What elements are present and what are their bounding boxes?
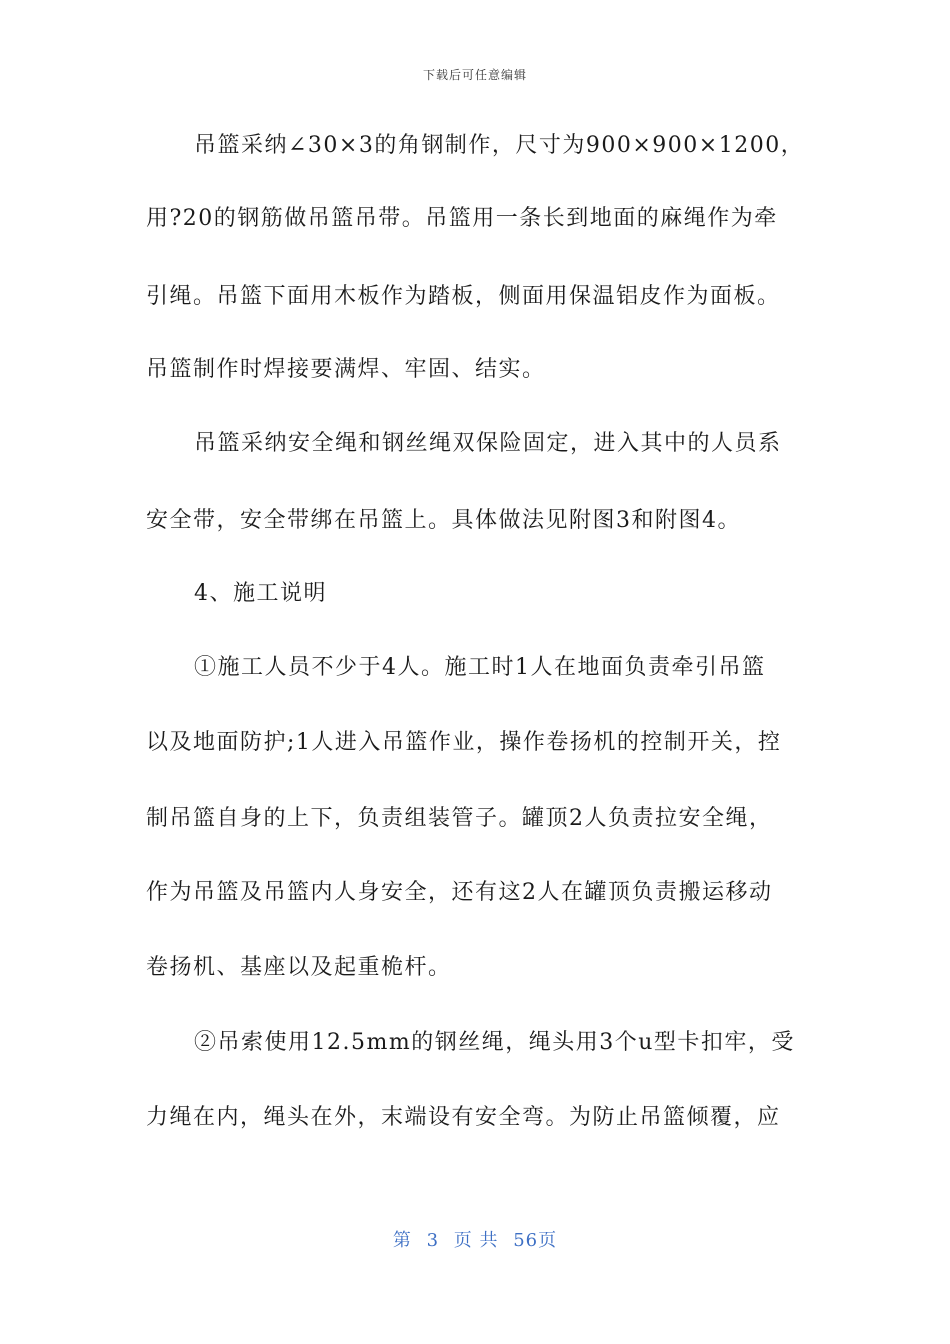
text-line: 以及地面防护;1人进入吊篮作业，操作卷扬机的控制开关，控 — [146, 730, 782, 755]
page-label-prefix: 第 — [392, 1230, 412, 1251]
current-page-number: 3 — [426, 1230, 440, 1251]
page-label-mid: 页 共 — [453, 1230, 499, 1251]
text-line: 作为吊篮及吊篮内人身安全，还有这2人在罐顶负责搬运移动 — [146, 880, 773, 905]
text-line: 吊篮采纳安全绳和钢丝绳双保险固定，进入其中的人员系 — [194, 431, 782, 456]
text-line: 卷扬机、基座以及起重桅杆。 — [146, 955, 452, 980]
text-line: 吊篮采纳∠30×3的角钢制作，尺寸为900×900×1200， — [194, 133, 805, 158]
text-line: 引绳。吊篮下面用木板作为踏板，侧面用保温铝皮作为面板。 — [146, 284, 781, 309]
text-line: 力绳在内，绳头在外，末端设有安全弯。为防止吊篮倾覆，应 — [146, 1105, 781, 1130]
total-pages: 56页 — [513, 1230, 558, 1251]
page-number-footer — [0, 1226, 950, 1252]
text-line: 安全带，安全带绑在吊篮上。具体做法见附图3和附图4。 — [146, 508, 741, 533]
text-line: 吊篮制作时焊接要满焊、牢固、结实。 — [146, 357, 546, 382]
text-line: 制吊篮自身的上下，负责组装管子。罐顶2人负责拉安全绳， — [146, 806, 773, 831]
text-line: ②吊索使用12.5mm的钢丝绳，绳头用3个u型卡扣牢，受 — [194, 1030, 795, 1055]
section-heading: 4、施工说明 — [194, 581, 327, 606]
text-line: ①施工人员不少于4人。施工时1人在地面负责牵引吊篮 — [194, 655, 766, 680]
text-line: 用?20的钢筋做吊篮吊带。吊篮用一条长到地面的麻绳作为牵 — [146, 206, 778, 231]
header-editable-note: 下载后可任意编辑 — [422, 68, 527, 82]
